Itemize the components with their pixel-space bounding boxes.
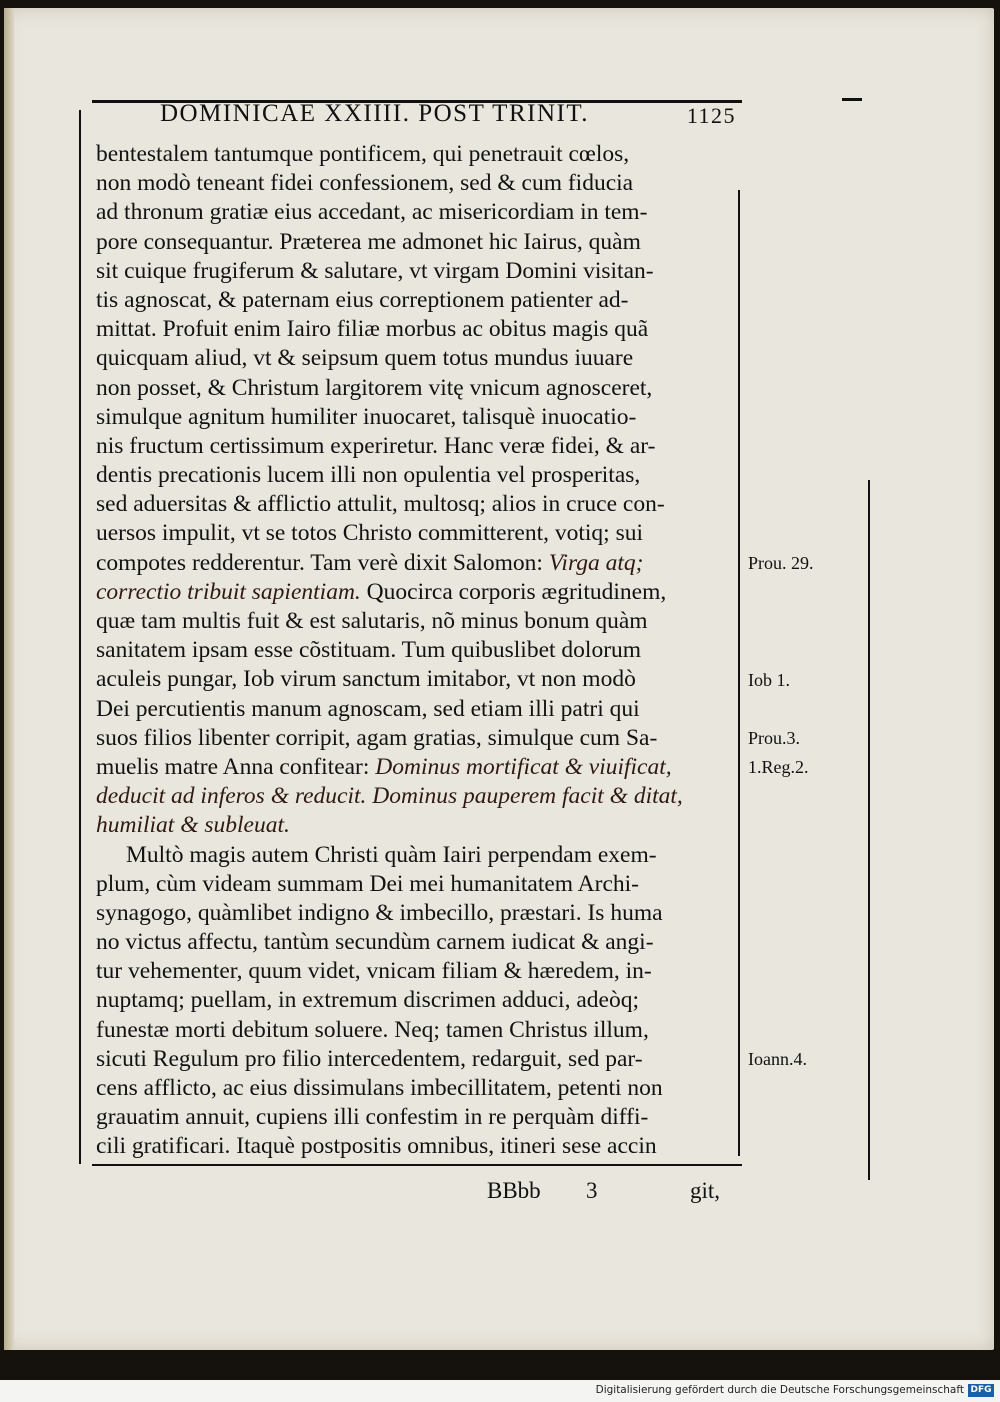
text-segment: funestæ morti debitum soluere. Neq; tamen Christus illum, xyxy=(96,1016,649,1043)
header-rule-right-tick xyxy=(842,98,862,101)
catchword: git, xyxy=(690,1178,721,1203)
text-line xyxy=(96,607,730,636)
signature-number: 3 xyxy=(586,1178,598,1203)
text-line xyxy=(96,753,730,782)
body-text xyxy=(96,140,730,1162)
text-line xyxy=(96,928,730,957)
italic-quotation: Virga atq; xyxy=(548,549,644,576)
left-column-rule xyxy=(79,110,81,1164)
text-line xyxy=(96,724,730,753)
digitization-credit: Digitalisierung gefördert durch die Deutsche Forschungsgemeinschaft xyxy=(595,1384,964,1396)
margin-note: Iob 1. xyxy=(748,669,790,690)
text-line xyxy=(96,957,730,986)
page-number: 1125 xyxy=(686,103,736,128)
text-segment: tur vehementer, quum videt, vnicam filiam & hæredem, in- xyxy=(96,958,652,985)
text-line xyxy=(96,374,730,403)
text-line xyxy=(96,782,730,811)
text-line xyxy=(96,315,730,344)
text-line xyxy=(96,198,730,227)
text-segment: sanitatem ipsam esse cõstituam. Tum quibuslibet dolorum xyxy=(96,637,642,664)
text-line xyxy=(96,636,730,665)
text-line xyxy=(96,841,730,870)
text-segment: aculeis pungar, Iob virum sanctum imitabor, vt non modò xyxy=(96,666,636,693)
text-line xyxy=(96,228,730,257)
text-segment: cili gratificari. Itaquè postpositis omnibus, itineri sese accin xyxy=(96,1133,657,1160)
text-line xyxy=(96,490,730,519)
text-segment: nis fructum certissimum experiretur. Hanc veræ fidei, & ar- xyxy=(96,432,656,459)
text-segment: Dei percutientis manum agnoscam, sed etiam illi patri qui xyxy=(96,695,640,722)
right-edge-rule xyxy=(868,480,870,1180)
text-segment: Quocirca corporis ægritudinem, xyxy=(360,578,667,605)
right-column-rule xyxy=(738,190,740,1156)
text-segment: dentis precationis lucem illi non opulentia vel prosperitas, xyxy=(96,462,641,489)
italic-quotation: humiliat & subleuat. xyxy=(96,812,290,839)
text-segment: grauatim annuit, cupiens illi confestim in re perquàm diffi- xyxy=(96,1104,649,1131)
text-line xyxy=(96,519,730,548)
text-line xyxy=(96,257,730,286)
italic-quotation: Dominus mortificat & viuificat, xyxy=(375,753,672,780)
text-line xyxy=(96,140,730,169)
text-segment: non posset, & Christum largitorem vitę vnicum agnosceret, xyxy=(96,374,653,401)
text-segment: simulque agnitum humiliter inuocaret, talisquè inuocatio- xyxy=(96,403,637,430)
text-line xyxy=(96,1016,730,1045)
text-segment: nuptamq; puellam, in extremum discrimen adduci, adeòq; xyxy=(96,987,639,1014)
text-line xyxy=(96,1103,730,1132)
text-segment: cens afflicto, ac eius dissimulans imbecillitatem, petenti non xyxy=(96,1075,663,1101)
text-segment: plum, cùm videam summam Dei mei humanitatem Archi- xyxy=(96,870,639,897)
text-segment: sed aduersitas & afflictio attulit, multosq; alios in cruce con- xyxy=(96,491,665,518)
text-segment: sit cuique frugiferum & salutare, vt virgam Domini visitan- xyxy=(96,257,654,284)
text-segment: compotes redderentur. Tam verè dixit Salomon: xyxy=(96,549,549,576)
text-segment: suos filios libenter corripit, agam gratias, simulque cum Sa- xyxy=(96,724,658,751)
italic-quotation: deducit ad inferos & reducit. Dominus pauperem facit & ditat, xyxy=(96,783,683,810)
text-segment: ad thronum gratiæ eius accedant, ac misericordiam in tem- xyxy=(96,199,648,226)
italic-quotation: correctio tribuit sapientiam. xyxy=(96,578,361,605)
margin-note: 1.Reg.2. xyxy=(748,757,809,778)
text-segment: quæ tam multis fuit & est salutaris, nõ minus bonum quàm xyxy=(96,608,648,634)
running-header xyxy=(160,100,736,134)
text-segment: quicquam aliud, vt & seipsum quem totus mundus iuuare xyxy=(96,345,634,372)
margin-note: Prou.3. xyxy=(748,728,801,748)
text-segment: non modò teneant fidei confessionem, sed & cum fiducia xyxy=(96,170,634,197)
text-line xyxy=(96,1132,730,1161)
text-line xyxy=(96,461,730,490)
text-line xyxy=(96,286,730,315)
dfg-logo: DFG xyxy=(968,1384,994,1397)
bottom-rule xyxy=(92,1164,742,1166)
text-segment: uersos impulit, vt se totos Christo committerent, votiq; sui xyxy=(96,520,644,547)
text-line xyxy=(96,870,730,899)
text-line xyxy=(96,403,730,432)
text-segment: muelis matre Anna confitear: xyxy=(96,753,376,780)
text-line xyxy=(96,432,730,461)
text-line xyxy=(96,665,730,694)
text-line xyxy=(96,344,730,373)
text-segment: synagogo, quàmlibet indigno & imbecillo, præstari. Is huma xyxy=(96,899,663,926)
margin-note: Ioann.4. xyxy=(748,1049,807,1070)
text-line xyxy=(96,811,730,840)
margin-note: Prou. 29. xyxy=(748,552,814,573)
text-line xyxy=(96,578,730,607)
text-segment: Multò magis autem Christi quàm Iairi perpendam exem- xyxy=(126,841,657,868)
text-line xyxy=(96,986,730,1015)
running-title: DOMINICAE XXIIII. POST TRINIT. xyxy=(160,100,589,127)
text-segment: mittat. Profuit enim Iairo filiæ morbus ac obitus magis quã xyxy=(96,316,649,343)
text-line xyxy=(96,899,730,928)
text-segment: sicuti Regulum pro filio intercedentem, redarguit, sed par- xyxy=(96,1045,643,1072)
text-line xyxy=(96,549,730,578)
text-line xyxy=(96,169,730,198)
page-edge xyxy=(4,8,14,1350)
signature-mark: BBbb xyxy=(487,1178,541,1203)
text-line xyxy=(96,1045,730,1074)
text-segment: pore consequantur. Præterea me admonet hic Iairus, quàm xyxy=(96,228,641,255)
text-segment: tis agnoscat, & paternam eius correptionem patienter ad- xyxy=(96,286,629,313)
text-line xyxy=(96,695,730,724)
text-segment: no victus affectu, tantùm secundùm carnem iudicat & angi- xyxy=(96,929,654,956)
text-segment: bentestalem tantumque pontificem, qui penetrauit cœlos, xyxy=(96,141,630,167)
text-line xyxy=(96,1074,730,1103)
